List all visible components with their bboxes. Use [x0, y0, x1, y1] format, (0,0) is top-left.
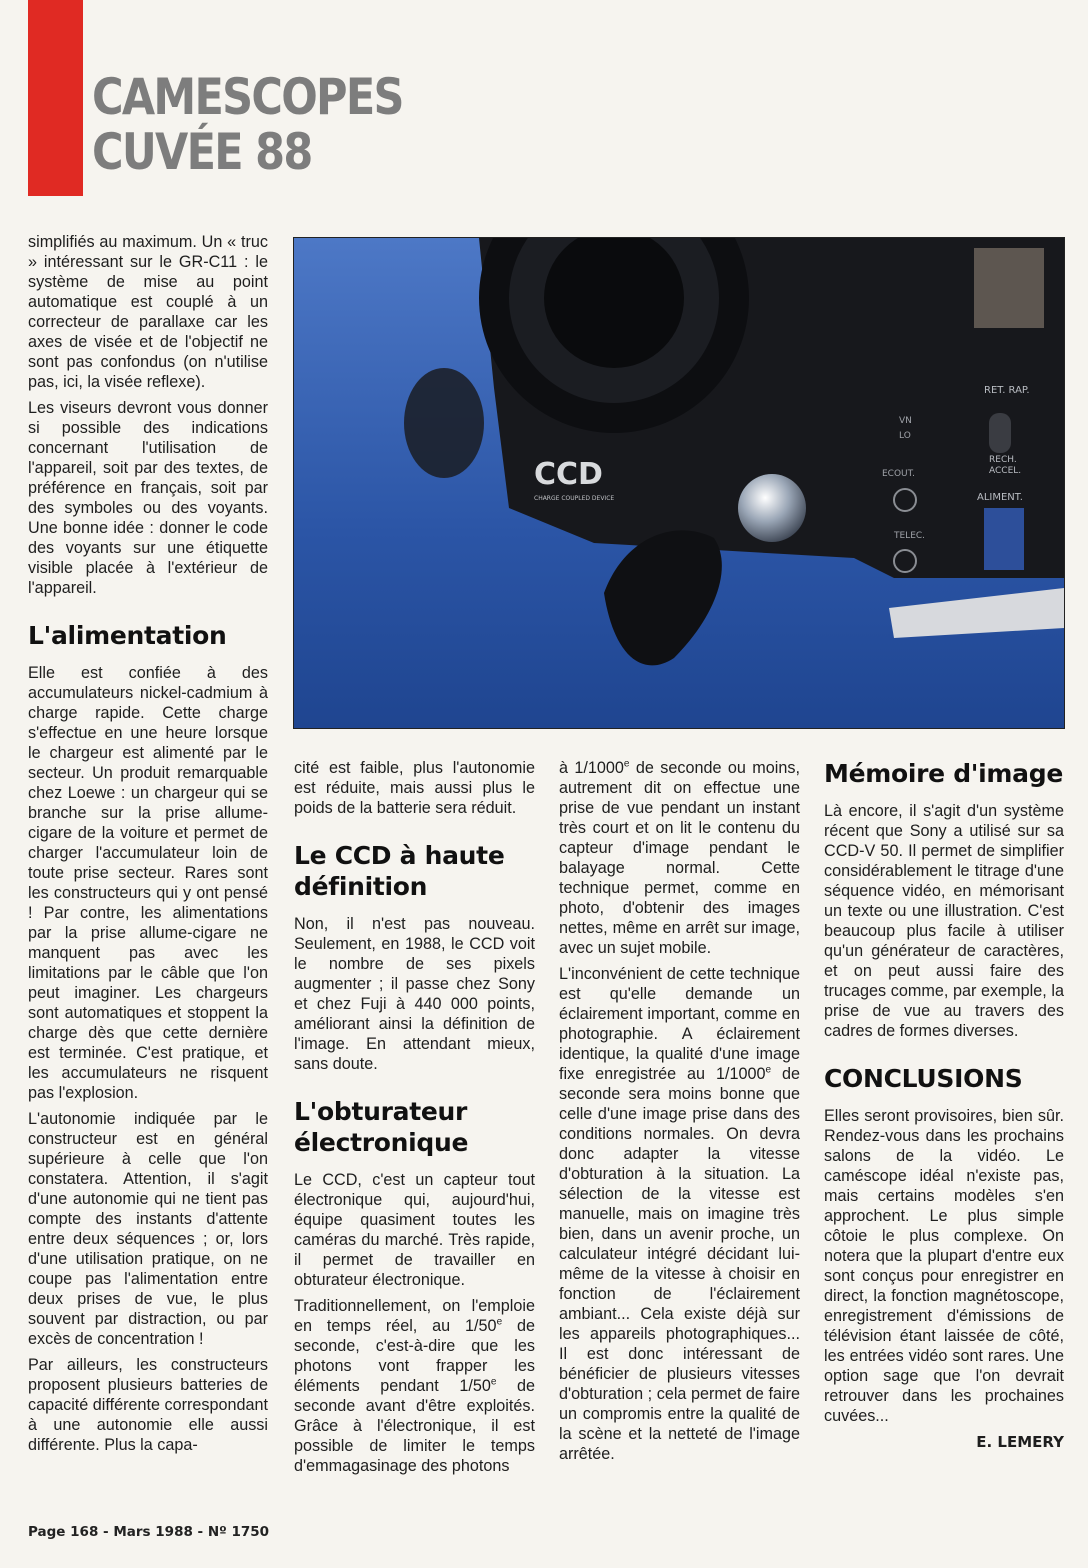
text-run: de seconde sera moins bonne que celle d'une image prise dans des conditions normales. On devra donc adapter la vitesse d'obturation à la situation. La sélection de la vitesse est manuelle, mais on imagine très bien, dans un avenir proche, un calculateur intégré décidant lui-même de la vitesse à choisir en fonction de l'éclairement ambiant... Cela existe déjà sur les appareils photographiques... Il est donc intéressant de bénéficier de plusieurs vitesses d'obturation ; cela permet de faire un compromis entre la qualité de la scène et la netteté de l'image arrêtée.	[559, 1065, 800, 1463]
superscript: e	[765, 1064, 772, 1076]
label-ecout: ECOUT.	[882, 469, 915, 479]
paragraph: Là encore, il s'agit d'un système récent que Sony a utilisé sur sa CCD-V 50. Il permet de simplifier considérablement le titrage d'une séquence vidéo, en mémorisant un texte ou une illustration. C'est beaucoup plus facile à utiliser qu'un générateur de caractères, et on peut aussi faire des trucages comme, par exemple, la prise de vue au travers des cadres de formes diverses.	[824, 802, 1064, 1040]
column-1	[28, 232, 268, 1461]
paragraph	[559, 964, 800, 1464]
paragraph: L'autonomie indiquée par le constructeur est en général supérieure à celle que l'on constatera. Attention, il s'agit d'une autonomie qui ne tient pas compte des instants d'attente entre deux séquences ; or, lors d'une utilisation pratique, on ne coupe pas l'alimentation entre deux prises de vue, le plus souvent par distraction, ou par excès de concentration !	[28, 1110, 268, 1348]
heading-ccd-haute-definition: Le CCD à haute définition	[294, 841, 505, 901]
heading-memoire-image: Mémoire d'image	[824, 759, 1064, 788]
ccd-logo-text: CCD	[534, 457, 603, 492]
camcorder-photo	[293, 237, 1065, 729]
superscript: e	[623, 758, 630, 770]
column-3	[559, 758, 800, 1470]
label-lo: LO	[899, 431, 911, 441]
heading-conclusions: CONCLUSIONS	[824, 1064, 1023, 1093]
heading-alimentation: L'alimentation	[28, 621, 227, 650]
paragraph: Non, il n'est pas nouveau. Seulement, en 1988, le CCD voit le nombre de ses pixels augmenter ; il passe chez Sony et chez Fuji à 440 000 points, améliorant ainsi la définition de l'image. En attendant mieux, sans doute.	[294, 915, 535, 1073]
paragraph: cité est faible, plus l'autonomie est réduite, mais aussi plus le poids de la batterie sera réduit.	[294, 759, 535, 817]
superscript: e	[490, 1376, 497, 1388]
paragraph: Elles seront provisoires, bien sûr. Rendez-vous dans les prochains salons de la vidéo. Le caméscope idéal n'existe pas, mais certains modèles s'en approchent. Le plus simple côtoie le plus complexe. On notera que la plupart d'entre eux sont conçus pour enregistrer en direct, la fonction magnétoscope, enregistrement d'émissions de télévision étant laissée de côté, les entrées vidéo sont rares. Une option sage que l'on devrait retrouver dans les prochaines cuvées...	[824, 1107, 1064, 1425]
superscript: e	[496, 1316, 503, 1328]
red-accent-bar	[28, 0, 83, 196]
ccd-subtitle-text: CHARGE COUPLED DEVICE	[534, 495, 615, 502]
text-run: à 1/1000	[559, 759, 624, 777]
title-line-1: CAMESCOPES	[92, 68, 403, 126]
label-ret-rap: RET. RAP.	[984, 385, 1030, 396]
paragraph: Elle est confiée à des accumulateurs nickel-cadmium à charge rapide. Cette charge s'effectue en une heure lorsque le chargeur est alimenté par le secteur. Un produit remarquable chez Loewe : un chargeur qui se branche sur la prise allume-cigare de la voiture et permet de charger l'accumulateur loin de toute prise secteur. Rares sont les constructeurs qui y ont pensé ! Par contre, les alimentations par la prise allume-cigare ne manquent pas avec les limitations par le câble que l'on peut imaginer. Les chargeurs sont automatiques et stoppent la charge dès que cette dernière est terminée. C'est pratique, et les accumulateurs ne risquent pas l'explosion.	[28, 664, 268, 1102]
column-4	[824, 758, 1064, 1452]
paragraph: Les viseurs devront vous donner si possible des indications concernant l'utilisation de l'appareil, soit par des textes, de préférence en français, soit par des symboles ou des voyants. Une bonne idée : donner le code des voyants sur une étiquette visible placée à l'extérieur de l'appareil.	[28, 399, 268, 597]
text-run: de seconde ou moins, autrement dit on effectue une prise de vue pendant un instant très court et on lit le contenu du capteur d'image pendant le balayage normal. Cette technique permet, comme en photo, d'obtenir des images nettes, même en arrêt sur image, avec un sujet mobile.	[559, 759, 800, 957]
label-telec: TELEC.	[894, 531, 926, 541]
heading-obturateur: L'obturateur électronique	[294, 1097, 469, 1157]
paragraph: Par ailleurs, les constructeurs proposent plusieurs batteries de capacité différente correspondant à une autonomie elle aussi différente. Plus la capa-	[28, 1356, 268, 1454]
paragraph	[559, 758, 800, 958]
author-signature: E. LEMERY	[976, 1433, 1064, 1451]
label-rech: RECH.	[989, 455, 1017, 465]
page-footer: Page 168 - Mars 1988 - Nº 1750	[28, 1524, 270, 1540]
text-run: Traditionnellement, on l'emploie en temps réel, au 1/50	[294, 1297, 535, 1335]
paragraph	[294, 1296, 535, 1476]
text-run: L'inconvénient de cette technique est qu'elle demande un éclairement important, comme en photographie. A éclairement identique, la qualité d'une image fixe enregistrée au 1/1000	[559, 965, 800, 1083]
label-accel: ACCEL.	[989, 466, 1022, 476]
text-run: de seconde avant d'être exploités. Grâce à l'électronique, il est possible de limiter le temps d'emmagasinage des photons	[294, 1377, 535, 1475]
label-aliment: ALIMENT.	[977, 492, 1023, 503]
title-line-2: CUVÉE 88	[92, 123, 312, 181]
column-2	[294, 758, 535, 1482]
article-title	[92, 70, 403, 180]
text-run: de seconde, c'est-à-dire que les photons vont frapper les éléments pendant 1/50	[294, 1317, 535, 1395]
label-vn: VN	[899, 416, 912, 426]
paragraph: simplifiés au maximum. Un « truc » intéressant sur le GR-C11 : le système de mise au point automatique est couplé à un correcteur de parallaxe car les axes de visée et de l'objectif ne sont pas confondus (on n'utilise pas, ici, la visée reflexe).	[28, 233, 268, 391]
paragraph: Le CCD, c'est un capteur tout électronique qui, aujourd'hui, équipe quasiment toutes les caméras du marché. Très rapide, il permet de travailler en obturateur électronique.	[294, 1171, 535, 1289]
